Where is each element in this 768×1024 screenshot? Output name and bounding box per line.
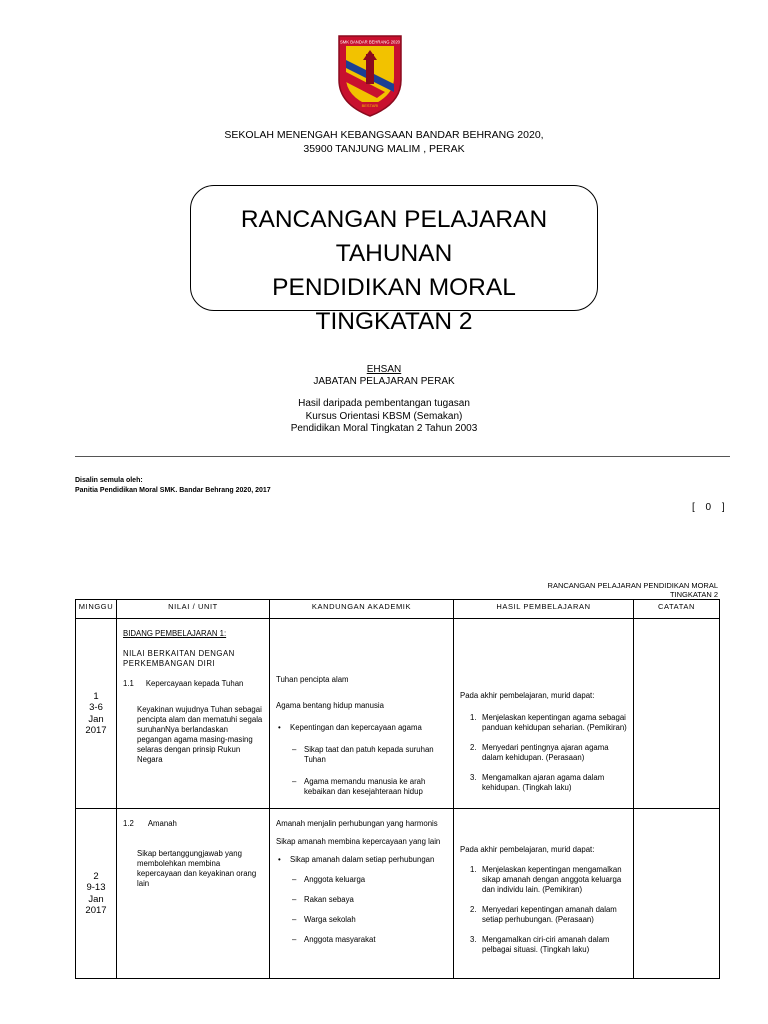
running-header-title: RANCANGAN PELAJARAN PENDIDIKAN MORAL: [547, 581, 718, 590]
copied-by-label: Disalin semula oleh:: [75, 477, 143, 484]
source-note: [0, 398, 768, 436]
header-nilai-unit: NILAI / UNIT: [117, 600, 270, 619]
content-subheading: Agama bentang hidup manusia: [276, 701, 384, 710]
outcome-item: 3. Mengamalkan ajaran agama dalam kehidupan. (Tingkah laku): [470, 773, 605, 792]
lesson-plan-table: [75, 599, 720, 979]
value-group-line-2: PERKEMBANGAN DIRI: [123, 659, 216, 668]
outcome-item: 2. Menyedari pentingnya ajaran agama dalam kehidupan. (Perasaan): [470, 743, 609, 762]
content-dash-item: – Warga sekolah: [276, 915, 447, 925]
content-dash-item: – Rakan sebaya: [276, 895, 447, 905]
outcome-item: 1. Menjelaskan kepentingan agama sebagai panduan kehidupan seharian. (Pemikiran): [470, 713, 627, 732]
content-subheading: Sikap amanah membina kepercayaan yang lain: [276, 837, 441, 846]
unit-name: Kepercayaan kepada Tuhan: [145, 679, 244, 688]
school-crest-logo: [333, 32, 407, 118]
outcome-item: 1. Menjelaskan kepentingan mengamalkan sikap amanah dengan anggota keluarga dan individu lain. (Pemikiran): [470, 865, 622, 894]
week-number: 1: [93, 690, 99, 702]
page-number: [ 0 ]: [692, 502, 729, 513]
unit-number: 1.1: [123, 679, 134, 688]
nilai-cell: [117, 809, 270, 979]
content-dash-item: – Anggota masyarakat: [276, 935, 447, 945]
copied-by-note: [75, 476, 271, 496]
week-year: 2017: [85, 905, 107, 916]
school-postcode: 35900 TANJUNG MALIM , PERAK: [303, 143, 465, 155]
table-header-row: [76, 600, 720, 619]
source-line-2: Kursus Orientasi KBSM (Semakan): [305, 410, 463, 422]
nilai-cell: [117, 619, 270, 809]
title-line-3: TINGKATAN 2: [315, 308, 473, 335]
hasil-cell: [454, 809, 634, 979]
week-number: 2: [93, 870, 99, 882]
header-catatan: CATATAN: [634, 600, 720, 619]
source-line-1: Hasil daripada pembentangan tugasan: [298, 398, 470, 409]
catatan-cell: [634, 619, 720, 809]
header-hasil: HASIL PEMBELAJARAN: [454, 600, 634, 619]
outcome-intro: Pada akhir pembelajaran, murid dapat:: [460, 691, 595, 700]
kandungan-cell: [270, 809, 454, 979]
courtesy-block: [0, 364, 768, 388]
table-row: [76, 619, 720, 809]
document-title-box: [190, 185, 598, 335]
week-cell: [76, 619, 117, 809]
copied-by-panel: Panitia Pendidikan Moral SMK. Bandar Behrang 2020, 2017: [75, 487, 271, 494]
catatan-cell: [634, 809, 720, 979]
running-header-form: TINGKATAN 2: [669, 590, 718, 599]
week-cell: [76, 809, 117, 979]
school-name: SEKOLAH MENENGAH KEBANGSAAN BANDAR BEHRANG 2020,: [224, 129, 544, 141]
title-line-1: RANCANGAN PELAJARAN TAHUNAN: [240, 206, 548, 267]
title-line-2: PENDIDIKAN MORAL: [272, 274, 516, 301]
running-header: [548, 581, 718, 599]
hasil-cell: [454, 619, 634, 809]
content-dash-item: – Agama memandu manusia ke arah kebaikan dan kesejahteraan hidup: [276, 777, 447, 797]
week-month: Jan: [88, 713, 104, 725]
week-dates: 3-6: [89, 702, 103, 713]
content-dash-item: – Sikap taat dan patuh kepada suruhan Tuhan: [276, 745, 447, 765]
content-bullet: • Kepentingan dan kepercayaan agama: [276, 723, 447, 733]
outcome-intro: Pada akhir pembelajaran, murid dapat:: [460, 845, 595, 854]
value-definition: Sikap bertanggungjawab yang membolehkan membina kepercayaan dan keyakinan orang lain: [137, 849, 257, 888]
value-definition: Keyakinan wujudnya Tuhan sebagai pencipta alam dan mematuhi segala suruhanNya berlandaskan pegangan agama masing-masing selaras dengan prinsip Rukun Negara: [137, 705, 263, 764]
courtesy-label: EHSAN: [366, 364, 402, 375]
outcome-item: 2. Menyedari kepentingan amanah dalam setiap perhubungan. (Perasaan): [470, 905, 617, 924]
value-group-line-1: NILAI BERKAITAN DENGAN: [123, 649, 235, 658]
svg-text:BESTARI: BESTARI: [361, 103, 379, 108]
unit-name: Amanah: [147, 819, 177, 828]
kandungan-cell: [270, 619, 454, 809]
learning-area-heading: BIDANG PEMBELAJARAN 1:: [123, 629, 227, 638]
courtesy-org: JABATAN PELAJARAN PERAK: [313, 376, 455, 387]
content-dash-item: – Anggota keluarga: [276, 875, 447, 885]
outcome-item: 3. Mengamalkan ciri-ciri amanah dalam pelbagai situasi. (Tingkah laku): [470, 935, 610, 954]
content-heading: Amanah menjalin perhubungan yang harmonis: [276, 819, 438, 828]
table-row: [76, 809, 720, 979]
week-dates: 9-13: [86, 882, 106, 893]
week-year: 2017: [85, 725, 107, 736]
unit-number: 1.2: [123, 819, 134, 828]
content-heading: Tuhan pencipta alam: [276, 675, 349, 684]
header-kandungan: KANDUNGAN AKADEMIK: [270, 600, 454, 619]
school-address: [0, 128, 768, 156]
source-line-3: Pendidikan Moral Tingkatan 2 Tahun 2003: [290, 423, 478, 434]
week-month: Jan: [88, 893, 104, 905]
content-bullet: • Sikap amanah dalam setiap perhubungan: [276, 855, 447, 865]
horizontal-divider: [75, 456, 730, 457]
svg-text:SMK BANDAR BEHRANG 2020: SMK BANDAR BEHRANG 2020: [339, 39, 401, 45]
header-minggu: MINGGU: [76, 600, 117, 619]
